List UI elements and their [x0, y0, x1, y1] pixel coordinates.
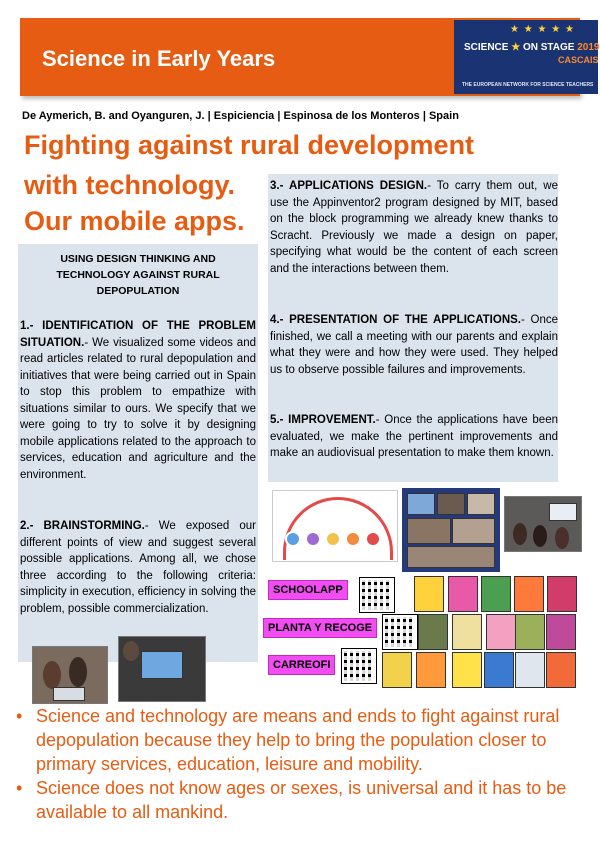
student-figure: [513, 523, 527, 545]
photo-tile: [407, 493, 435, 515]
conclusion-text: Science does not know ages or sexes, is universal and it has to be available to all mankind.: [36, 778, 567, 822]
bullet-dot-icon: •: [16, 706, 23, 726]
infographic-step: [305, 531, 321, 547]
student-figure: [555, 527, 569, 549]
app-screenshot: [382, 652, 412, 688]
logo-city: CASCAIS: [558, 55, 599, 65]
section-identification: [20, 318, 256, 483]
laptop-screen: [141, 651, 183, 679]
section-title: 3.- APPLICATIONS DESIGN.: [270, 180, 428, 192]
student-figure: [43, 661, 61, 689]
app-screenshot: [481, 576, 511, 612]
qr-code-icon: [383, 615, 417, 649]
title-line2: with technology.: [24, 170, 235, 200]
science-on-stage-logo: [454, 20, 598, 94]
photo-tile: [407, 518, 451, 544]
qr-code-icon: [342, 649, 376, 683]
app-screenshot: [547, 576, 577, 612]
app-screenshot: [515, 652, 545, 688]
conclusion-text: Science and technology are means and ends to fight against rural depopulation because they help to bring the population closer to primary services, education, leisure and mobility.: [36, 706, 560, 774]
bullet-dot-icon: •: [16, 778, 23, 798]
conclusion-item: [14, 704, 582, 776]
section-body: - Once finished, we call a meeting with our parents and explain what they were and how they were used. They helped us to observe possible failures and improvements.: [270, 314, 558, 376]
app-screenshot: [515, 614, 545, 650]
laptop-photo: [118, 636, 206, 702]
app-screenshot: [416, 652, 446, 688]
logo-year: 2019: [577, 42, 600, 53]
classroom-collage-photo: [402, 488, 500, 572]
photo-tile: [467, 493, 495, 515]
infographic-step: [285, 531, 301, 547]
infographic-arc: [283, 497, 393, 560]
app-screenshot: [452, 614, 482, 650]
left-text-panel: [18, 244, 258, 662]
section-improvement: [270, 412, 558, 462]
section-number: 2: [20, 520, 27, 532]
student-figure: [123, 641, 139, 661]
projector-screen: [549, 503, 577, 521]
qr-code-icon: [360, 578, 394, 612]
section-body: - We visualized some videos and read articles related to rural depopulation and initiatives that were being carried out in Spain to stop this problem to empathize with situations similar to ours. We specify that we were going to try to solve it by designing mobile applications related to the approach to services, education and agriculture and the environment.: [20, 336, 256, 481]
logo-tagline: THE EUROPEAN NETWORK FOR SCIENCE TEACHERS: [462, 82, 594, 88]
conclusion-item: [14, 776, 582, 824]
photo-tile: [407, 546, 495, 568]
section-title: 5.- IMPROVEMENT.: [270, 414, 376, 426]
design-thinking-infographic: [272, 490, 398, 562]
app-label-schoolapp: SCHOOLAPP: [268, 580, 348, 600]
app-label-planta-y-recoge: PLANTA Y RECOGE: [263, 618, 377, 638]
right-text-panel: [268, 174, 558, 482]
section-body: - To carry them out, we use the Appinventor2 program designed by MIT, based on the block programming we already knew thanks to Scracht. Previously we made a design on paper, specifying what would be the content of each screen and the interactions between them.: [270, 180, 558, 275]
photo-tile: [452, 518, 495, 544]
logo-title: [464, 42, 600, 53]
section-title: .- BRAINSTORMING.: [26, 520, 145, 532]
app-screenshot: [484, 652, 514, 688]
star-icon: ★ ★ ★ ★ ★: [510, 24, 575, 35]
infographic-step: [365, 531, 381, 547]
section-title: 1.- IDENTIFICATION OF THE PROBLEM SITUATION.: [20, 320, 256, 349]
header-bar: [20, 18, 600, 96]
panel-heading: USING DESIGN THINKING AND TECHNOLOGY AGAINST RURAL DEPOPULATION: [56, 253, 220, 297]
students-photo: [32, 646, 108, 704]
logo-line1b: ON STAGE: [522, 42, 575, 53]
app-screenshot: [414, 576, 444, 612]
photo-tile: [437, 493, 465, 515]
app-screenshot: [546, 614, 576, 650]
tablet: [53, 687, 85, 701]
app-screenshot: [514, 576, 544, 612]
authors: De Aymerich, B. and Oyanguren, J. | Espiciencia | Espinosa de los Monteros | Spain: [22, 110, 459, 122]
app-screenshot: [418, 614, 448, 650]
section-body: - Once the applications have been evaluated, we make the pertinent improvements and make an audiovisual presentation to make them known.: [270, 414, 558, 459]
logo-line1: SCIENCE: [464, 42, 509, 53]
student-figure: [533, 525, 547, 547]
app-label-carreofi: CARREOFI: [268, 655, 335, 675]
app-screenshot: [486, 614, 516, 650]
section-brainstorming: [20, 518, 256, 617]
app-screenshot: [448, 576, 478, 612]
section-body: - We exposed our different points of view and suggest several possible applications. Among all, we chose three according to the following criteria: simplicity in execution, efficiency in solving the problem, possible commercialization.: [20, 520, 256, 615]
title-line3: Our mobile apps.: [24, 206, 245, 236]
infographic-step: [325, 531, 341, 547]
infographic-step: [345, 531, 361, 547]
header-title: Science in Early Years: [42, 46, 276, 71]
section-design: [270, 178, 558, 277]
star-icon: ★: [511, 42, 521, 53]
section-title: 4.- PRESENTATION OF THE APPLICATIONS.: [270, 314, 521, 326]
main-title: Fighting against rural development: [24, 130, 475, 160]
student-figure: [69, 657, 87, 687]
section-presentation: [270, 312, 558, 378]
conclusions-list: [14, 704, 582, 824]
classroom-photo: [504, 496, 582, 552]
app-screenshot: [546, 652, 576, 688]
app-screenshot: [452, 652, 482, 688]
